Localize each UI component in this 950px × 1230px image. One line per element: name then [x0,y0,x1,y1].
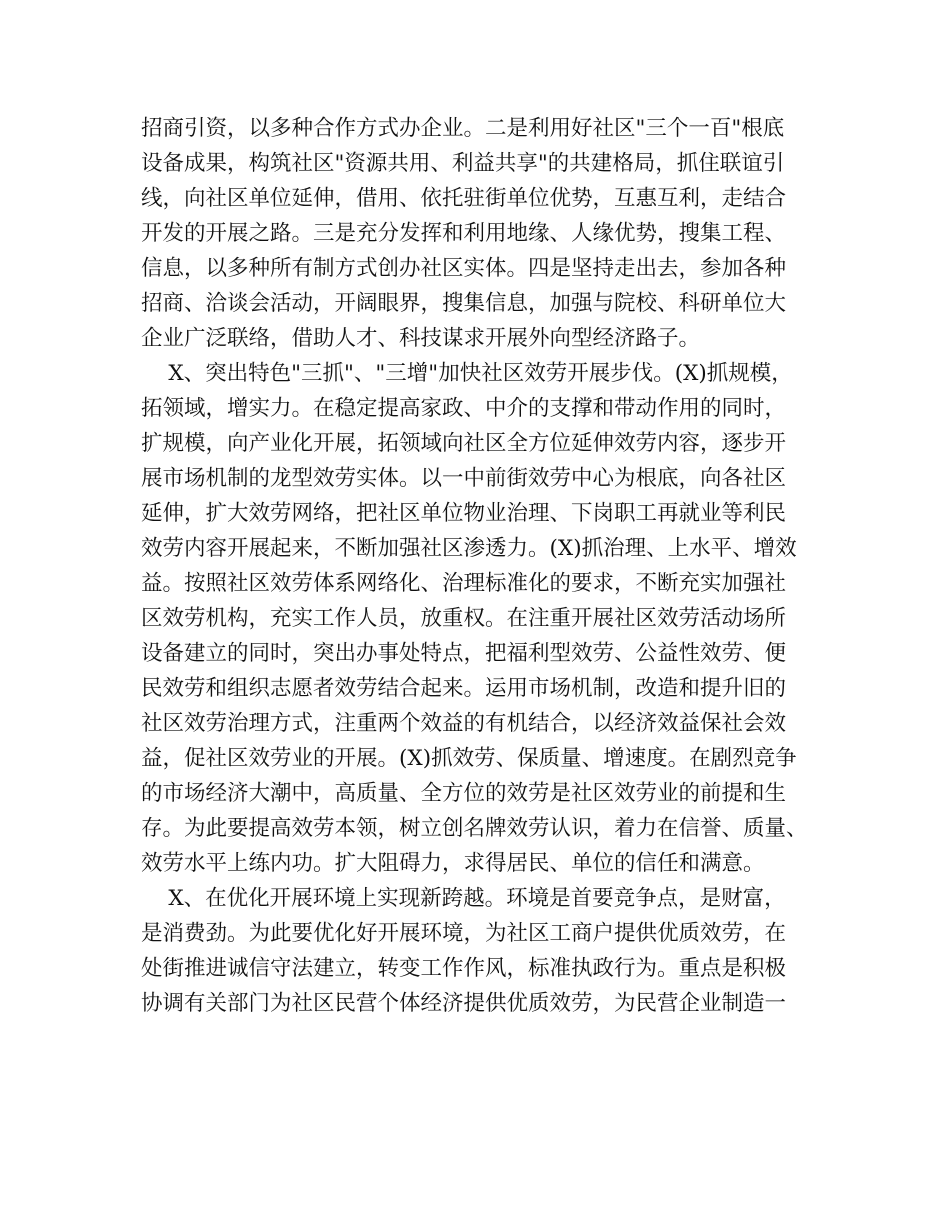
text-line: 区效劳机构，充实工作人员，放重权。在注重开展社区效劳活动场所 [141,606,787,631]
text-line: 民效劳和组织志愿者效劳结合起来。运用市场机制，改造和提升旧的 [141,676,787,701]
text-line: 设备成果，构筑社区"资源共用、利益共享"的共建格局，抓住联谊引 [141,151,785,176]
text-line: 信息，以多种所有制方式创办社区实体。四是坚持走出去，参加各种 [141,256,787,281]
text-line: 是消费劲。为此要优化好开展环境，为社区工商户提供优质效劳，在 [141,921,787,946]
text-line: 存。为此要提高效劳本领，树立创名牌效劳认识，着力在信誉、质量、 [141,816,808,841]
text-line: 效劳内容开展起来，不断加强社区渗透力。(X)抓治理、上水平、增效 [141,536,797,561]
paragraph-start-line: X、在优化开展环境上实现新跨越。环境是首要竞争点，是财富， [141,886,786,911]
text-line: 的市场经济大潮中，高质量、全方位的效劳是社区效劳业的前提和生 [141,781,787,806]
body-text [141,111,821,1021]
text-line: 效劳水平上练内功。扩大阻碍力，求得居民、单位的信任和满意。 [141,851,765,876]
text-line: 协调有关部门为社区民营个体经济提供优质效劳，为民营企业制造一 [141,991,787,1016]
paragraph-start-line: X、突出特色"三抓"、"三增"加快社区效劳开展步伐。(X)抓规模， [141,361,793,386]
text-line: 设备建立的同时，突出办事处特点，把福利型效劳、公益性效劳、便 [141,641,787,666]
text-line: 扩规模，向产业化开展，拓领域向社区全方位延伸效劳内容，逐步开 [141,431,787,456]
text-line: 益。按照社区效劳体系网络化、治理标准化的要求，不断充实加强社 [141,571,787,596]
text-line: 线，向社区单位延伸，借用、依托驻街单位优势，互惠互利，走结合 [141,186,787,211]
text-line: 企业广泛联络，借助人才、科技谋求开展外向型经济路子。 [141,326,701,351]
text-line: 社区效劳治理方式，注重两个效益的有机结合，以经济效益保社会效 [141,711,787,736]
text-line: 招商、洽谈会活动，开阔眼界，搜集信息，加强与院校、科研单位大 [141,291,787,316]
text-line: 益，促社区效劳业的开展。(X)抓效劳、保质量、增速度。在剧烈竞争 [141,746,797,771]
text-line: 开发的开展之路。三是充分发挥和利用地缘、人缘优势，搜集工程、 [141,221,787,246]
text-line: 处街推进诚信守法建立，转变工作作风，标准执政行为。重点是积极 [141,956,787,981]
text-line: 展市场机制的龙型效劳实体。以一中前街效劳中心为根底，向各社区 [141,466,787,491]
text-line: 拓领域，增实力。在稳定提高家政、中介的支撑和带动作用的同时， [141,396,787,421]
text-line: 延伸，扩大效劳网络，把社区单位物业治理、下岗职工再就业等利民 [141,501,787,526]
text-line: 招商引资，以多种合作方式办企业。二是利用好社区"三个一百"根底 [141,116,785,141]
